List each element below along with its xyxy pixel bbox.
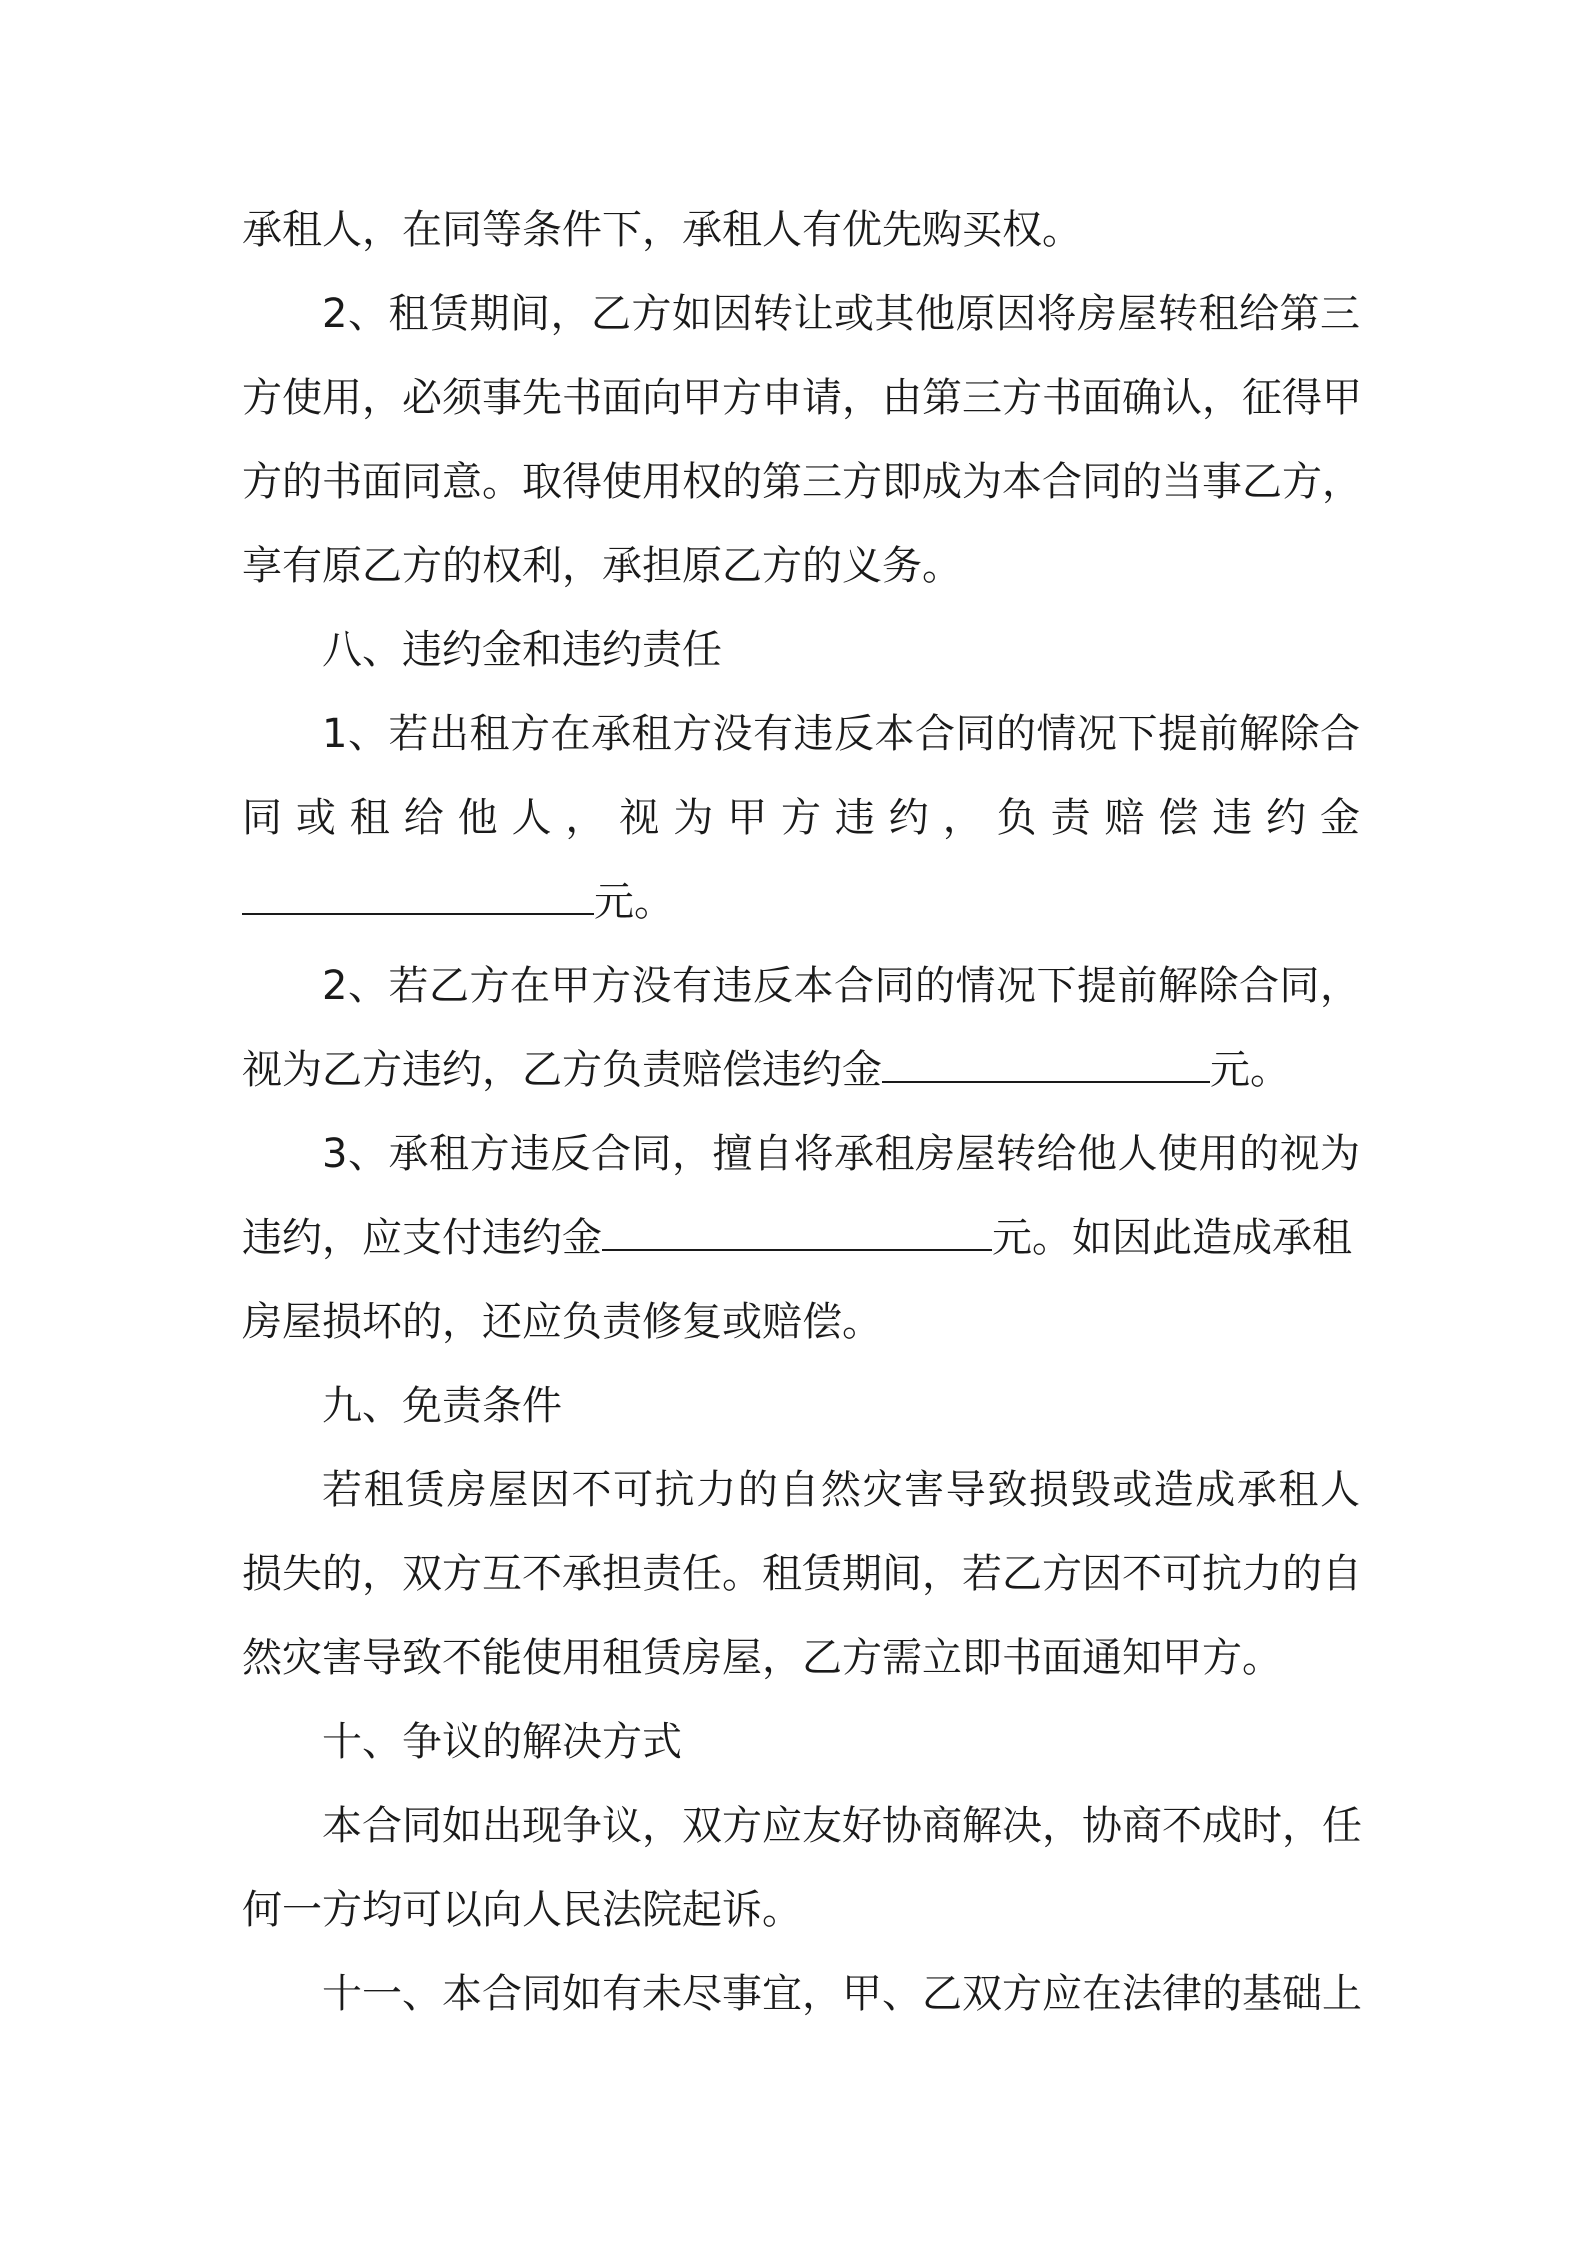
paragraph-line: 损失的，双方互不承担责任。租赁期间，若乙方因不可抗力的自 bbox=[242, 1551, 1362, 1597]
paragraph-line bbox=[242, 1196, 1360, 1280]
fill-in-blank bbox=[242, 912, 594, 915]
paragraph-line: 房屋损坏的，还应负责修复或赔偿。 bbox=[242, 1299, 882, 1345]
line-text: 视为乙方违约，乙方负责赔偿违约金 bbox=[242, 1047, 882, 1093]
line-text: 元。 bbox=[1210, 1047, 1290, 1093]
section-heading: 十、争议的解决方式 bbox=[322, 1719, 682, 1765]
section-heading: 九、免责条件 bbox=[322, 1383, 562, 1429]
paragraph-line: 1、若出租方在承租方没有违反本合同的情况下提前解除合 bbox=[322, 711, 1360, 757]
paragraph-line: 若租赁房屋因不可抗力的自然灾害导致损毁或造成承租人 bbox=[322, 1467, 1360, 1513]
line-text: 元。 bbox=[594, 879, 674, 925]
paragraph-line: 同或租给他人，视为甲方违约，负责赔偿违约金 bbox=[242, 795, 1360, 841]
paragraph-line: 2、租赁期间，乙方如因转让或其他原因将房屋转租给第三 bbox=[322, 291, 1360, 337]
paragraph-line: 方使用，必须事先书面向甲方申请，由第三方书面确认，征得甲 bbox=[242, 375, 1362, 421]
paragraph-line bbox=[242, 860, 1360, 944]
fill-in-blank bbox=[882, 1080, 1210, 1083]
paragraph-line: 方的书面同意。取得使用权的第三方即成为本合同的当事乙方， bbox=[242, 459, 1362, 505]
line-text: 元。如因此造成承租 bbox=[992, 1215, 1352, 1261]
paragraph-line: 承租人，在同等条件下，承租人有优先购买权。 bbox=[242, 207, 1082, 253]
fill-in-blank bbox=[602, 1248, 992, 1251]
section-heading: 八、违约金和违约责任 bbox=[322, 627, 722, 673]
paragraph-line bbox=[242, 1028, 1360, 1112]
paragraph-line: 然灾害导致不能使用租赁房屋，乙方需立即书面通知甲方。 bbox=[242, 1635, 1282, 1681]
paragraph-line: 本合同如出现争议，双方应友好协商解决，协商不成时，任 bbox=[322, 1803, 1362, 1849]
paragraph-line: 2、若乙方在甲方没有违反本合同的情况下提前解除合同， bbox=[322, 963, 1360, 1009]
paragraph-line: 享有原乙方的权利，承担原乙方的义务。 bbox=[242, 543, 962, 589]
paragraph-line: 十一、本合同如有未尽事宜，甲、乙双方应在法律的基础上 bbox=[322, 1971, 1362, 2017]
line-text: 违约，应支付违约金 bbox=[242, 1215, 602, 1261]
paragraph-line: 何一方均可以向人民法院起诉。 bbox=[242, 1887, 802, 1933]
paragraph-line: 3、承租方违反合同，擅自将承租房屋转给他人使用的视为 bbox=[322, 1131, 1360, 1177]
